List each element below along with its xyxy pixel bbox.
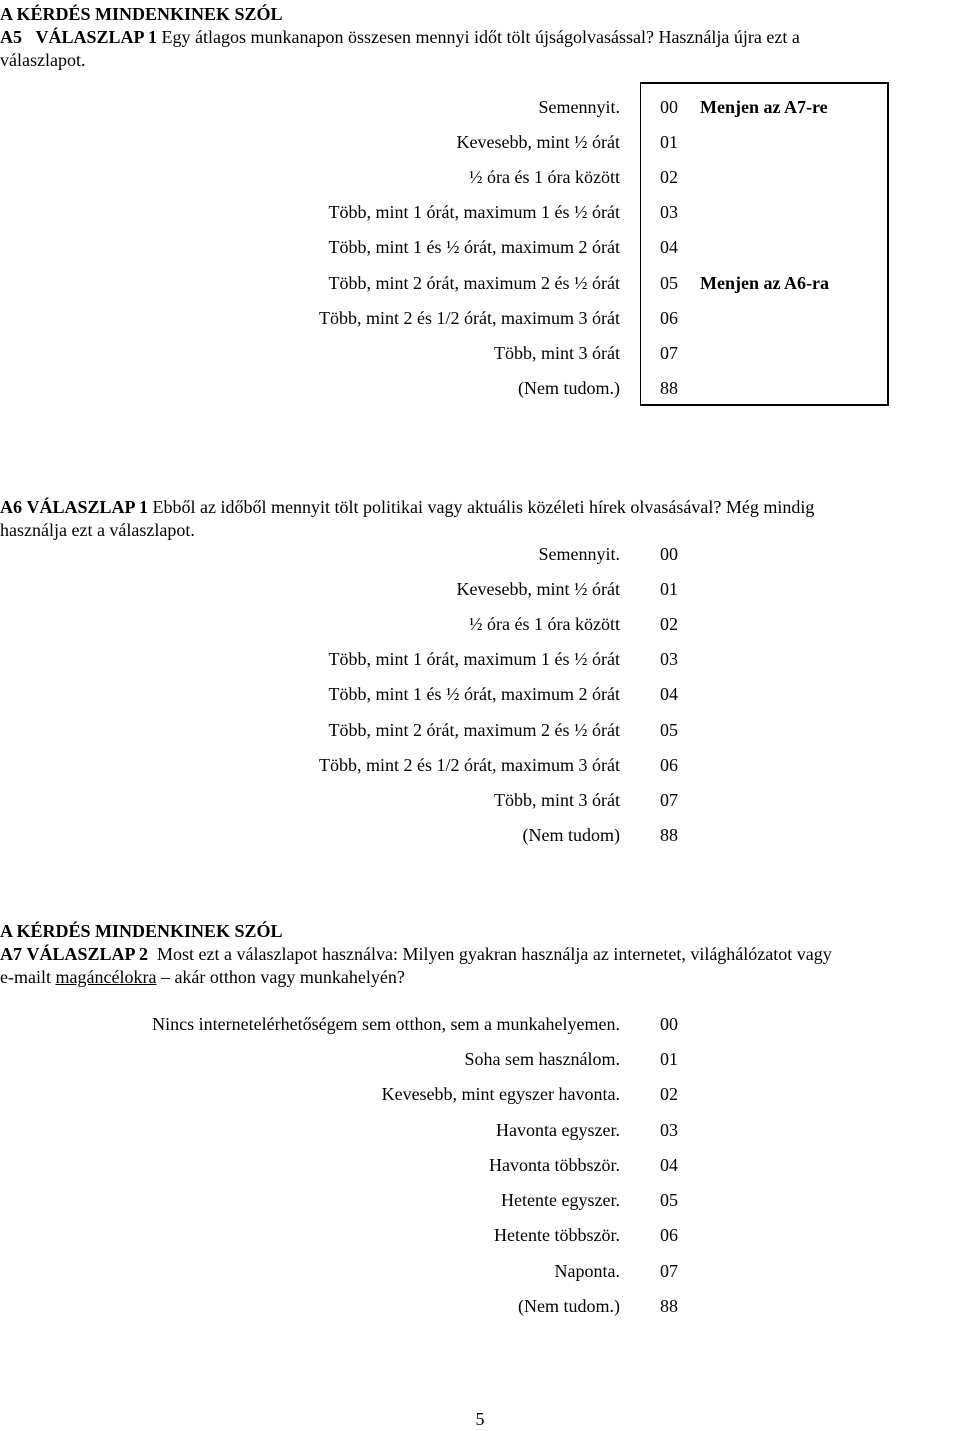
answer-label: Hetente egyszer. <box>501 1190 620 1210</box>
answer-label: Hetente többször. <box>494 1225 620 1245</box>
answer-code: 00 <box>660 97 678 117</box>
answer-label: Semennyit. <box>538 544 620 564</box>
answer-row <box>0 1013 960 1048</box>
question-a6 <box>0 496 948 542</box>
answer-row <box>0 131 960 166</box>
answer-label: Több, mint 2 órát, maximum 2 és ½ órát <box>328 273 620 293</box>
answer-code: 07 <box>660 343 678 363</box>
answer-code: 03 <box>660 1120 678 1140</box>
answer-label: Naponta. <box>554 1261 620 1281</box>
question-a5 <box>0 3 948 72</box>
answer-code: 05 <box>660 1190 678 1210</box>
answer-row <box>0 342 960 377</box>
answer-code: 01 <box>660 579 678 599</box>
answer-row <box>0 1224 960 1259</box>
answer-code: 02 <box>660 167 678 187</box>
answer-code: 05 <box>660 273 678 293</box>
answer-row <box>0 578 960 613</box>
answer-code: 01 <box>660 132 678 152</box>
answer-code: 04 <box>660 684 678 704</box>
answer-label: Több, mint 3 órát <box>494 790 620 810</box>
answer-row <box>0 1295 960 1330</box>
answer-row <box>0 307 960 342</box>
answer-label: Havonta többször. <box>489 1155 620 1175</box>
answer-row <box>0 272 960 307</box>
question-text-cont: válaszlapot. <box>0 50 86 70</box>
question-text: Ebből az időből mennyit tölt politikai vagy aktuális közéleti hírek olvasásával? Még mindig <box>152 497 815 517</box>
answer-code: 00 <box>660 544 678 564</box>
answer-label: ½ óra és 1 óra között <box>469 614 620 634</box>
answer-row <box>0 1048 960 1083</box>
answer-label: Havonta egyszer. <box>496 1120 620 1140</box>
answer-row <box>0 683 960 718</box>
answer-row <box>0 754 960 789</box>
answer-row <box>0 648 960 683</box>
answer-code: 03 <box>660 649 678 669</box>
answer-row <box>0 719 960 754</box>
answer-row <box>0 824 960 859</box>
question-text-end: – akár otthon vagy munkahelyén? <box>160 967 405 987</box>
answer-label: Több, mint 3 órát <box>494 343 620 363</box>
answer-label: Több, mint 1 és ½ órát, maximum 2 órát <box>328 237 620 257</box>
answer-label: Kevesebb, mint egyszer havonta. <box>381 1084 620 1104</box>
answer-row <box>0 789 960 824</box>
answer-code: 03 <box>660 202 678 222</box>
answer-row <box>0 377 960 412</box>
answer-code: 05 <box>660 720 678 740</box>
answer-label: (Nem tudom.) <box>518 1296 620 1316</box>
question-text: Most ezt a válaszlapot használva: Milyen gyakran használja az internetet, világhálózatot vagy <box>157 944 832 964</box>
answer-row <box>0 1189 960 1224</box>
question-id: A5 <box>0 27 22 47</box>
answer-code: 07 <box>660 1261 678 1281</box>
answer-label: Több, mint 1 órát, maximum 1 és ½ órát <box>328 649 620 669</box>
answer-label: Több, mint 2 és 1/2 órát, maximum 3 órát <box>319 308 620 328</box>
answer-code: 06 <box>660 1225 678 1245</box>
question-a7 <box>0 920 948 989</box>
answer-code: 07 <box>660 790 678 810</box>
answer-row <box>0 1119 960 1154</box>
answer-row <box>0 613 960 648</box>
answer-row <box>0 1260 960 1295</box>
question-text-cont: e-mailt <box>0 967 51 987</box>
answer-code: 88 <box>660 825 678 845</box>
answer-label: ½ óra és 1 óra között <box>469 167 620 187</box>
section-heading: A KÉRDÉS MINDENKINEK SZÓL <box>0 921 283 941</box>
answer-label: Több, mint 1 és ½ órát, maximum 2 órát <box>328 684 620 704</box>
answer-row <box>0 1154 960 1189</box>
section-heading: A KÉRDÉS MINDENKINEK SZÓL <box>0 4 283 24</box>
answer-label: Kevesebb, mint ½ órát <box>456 132 620 152</box>
answer-label: Kevesebb, mint ½ órát <box>456 579 620 599</box>
answer-code: 01 <box>660 1049 678 1069</box>
question-id: A6 <box>0 497 22 517</box>
emphasis-underlined: magáncélokra <box>55 967 157 987</box>
question-id: A7 <box>0 944 22 964</box>
page-number: 5 <box>475 1409 485 1429</box>
answer-label: Több, mint 1 órát, maximum 1 és ½ órát <box>328 202 620 222</box>
answer-row <box>0 201 960 236</box>
answer-row <box>0 166 960 201</box>
question-text: Egy átlagos munkanapon összesen mennyi időt tölt újságolvasással? Használja újra ezt a <box>161 27 800 47</box>
answer-code: 04 <box>660 1155 678 1175</box>
question-text-cont: használja ezt a válaszlapot. <box>0 520 195 540</box>
answer-label: Semennyit. <box>538 97 620 117</box>
answer-label: (Nem tudom.) <box>518 378 620 398</box>
routing-note: Menjen az A7-re <box>700 97 828 117</box>
card-label: VÁLASZLAP 2 <box>26 944 149 964</box>
answer-label: Több, mint 2 és 1/2 órát, maximum 3 órát <box>319 755 620 775</box>
answer-row <box>0 236 960 271</box>
answer-code: 04 <box>660 237 678 257</box>
answer-code: 88 <box>660 378 678 398</box>
answer-code: 00 <box>660 1014 678 1034</box>
card-label: VÁLASZLAP 1 <box>26 497 149 517</box>
answer-label: Soha sem használom. <box>464 1049 620 1069</box>
card-label: VÁLASZLAP 1 <box>35 27 158 47</box>
answer-row <box>0 1083 960 1118</box>
answer-label: Nincs internetelérhetőségem sem otthon, sem a munkahelyemen. <box>152 1014 620 1034</box>
answer-row <box>0 96 960 131</box>
answer-code: 06 <box>660 308 678 328</box>
answer-code: 88 <box>660 1296 678 1316</box>
answer-row <box>0 543 960 578</box>
answer-code: 06 <box>660 755 678 775</box>
answer-label: Több, mint 2 órát, maximum 2 és ½ órát <box>328 720 620 740</box>
answer-code: 02 <box>660 1084 678 1104</box>
answer-label: (Nem tudom) <box>522 825 620 845</box>
answer-code: 02 <box>660 614 678 634</box>
routing-note: Menjen az A6-ra <box>700 273 829 293</box>
